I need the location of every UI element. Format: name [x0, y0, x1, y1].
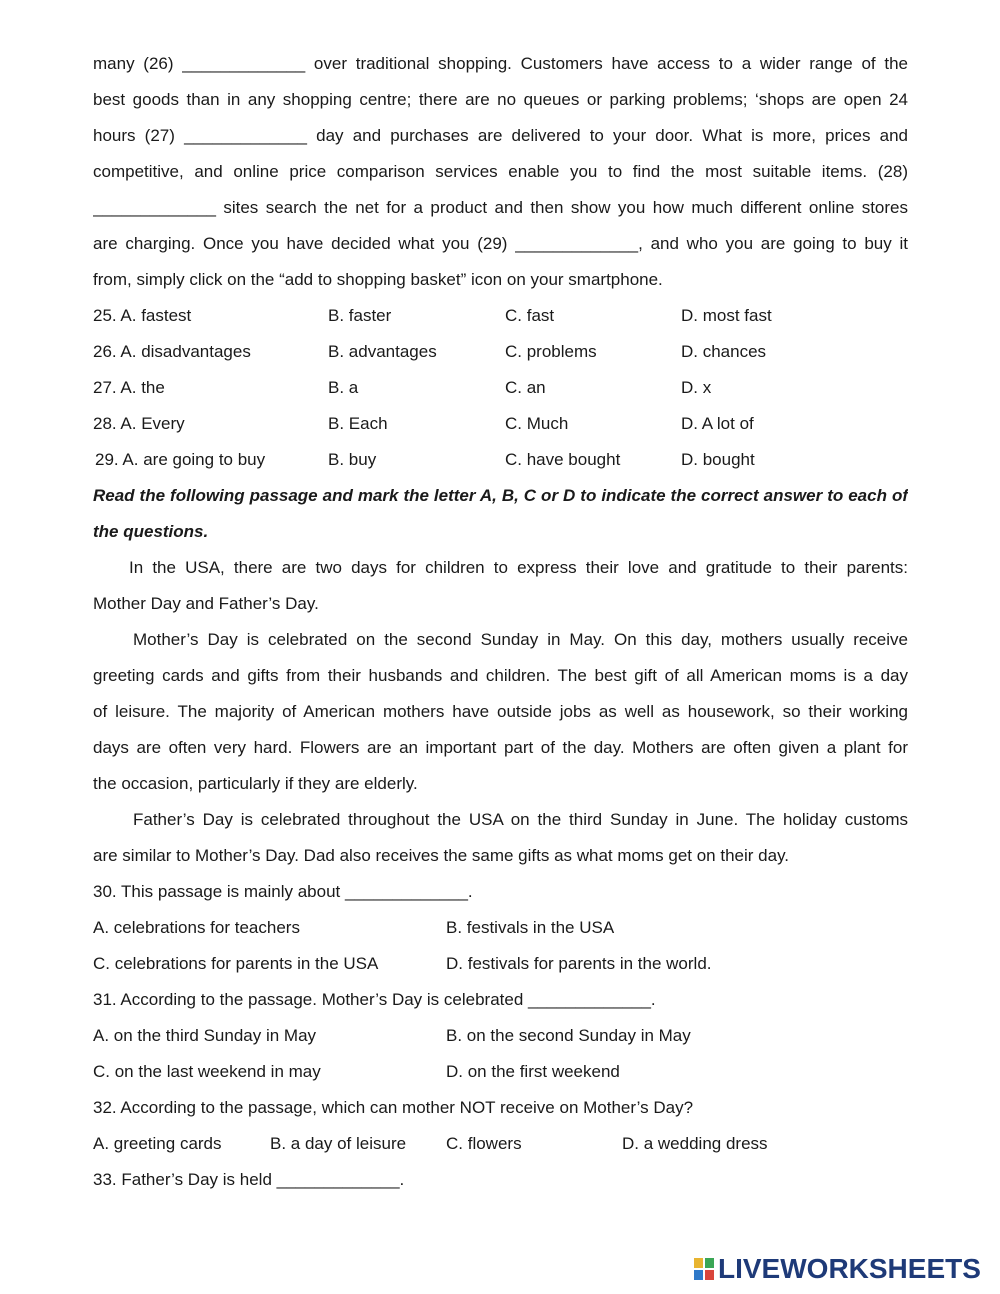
- option-d[interactable]: D. bought: [681, 450, 755, 469]
- option-c[interactable]: C. have bought: [505, 450, 621, 469]
- passage-line: days are often very hard. Flowers are an important part of the day. Mothers are often given a plant for: [93, 738, 908, 757]
- option-d[interactable]: D. festivals for parents in the world.: [446, 954, 712, 973]
- passage-line: competitive, and online price comparison services enable you to find the most suitable items. (28): [93, 162, 908, 181]
- passage-line: Father’s Day is celebrated throughout the USA on the third Sunday in June. The holiday customs: [133, 810, 908, 829]
- instruction-line: Read the following passage and mark the letter A, B, C or D to indicate the correct answer to each of: [93, 486, 908, 505]
- passage-line: of leisure. The majority of American mothers have outside jobs as well as housework, so their working: [93, 702, 908, 721]
- option-row: [93, 946, 908, 982]
- option-d[interactable]: D. a wedding dress: [622, 1134, 768, 1153]
- logo-square: [705, 1270, 714, 1280]
- option-b[interactable]: B. on the second Sunday in May: [446, 1026, 691, 1045]
- option-a[interactable]: A. on the third Sunday in May: [93, 1026, 317, 1045]
- option-b[interactable]: B. festivals in the USA: [446, 918, 615, 937]
- question-33: [93, 1162, 908, 1198]
- option-row: [93, 1018, 908, 1054]
- option-c[interactable]: C. on the last weekend in may: [93, 1062, 321, 1081]
- option-a[interactable]: 27. A. the: [93, 378, 165, 397]
- reading-passage: [93, 550, 908, 874]
- question-stem: 30. This passage is mainly about _____________.: [93, 882, 473, 901]
- option-row: [93, 1054, 908, 1090]
- option-row: [93, 910, 908, 946]
- logo-square: [694, 1270, 703, 1280]
- passage-line: from, simply click on the “add to shopping basket” icon on your smartphone.: [93, 270, 663, 289]
- option-a[interactable]: A. celebrations for teachers: [93, 918, 300, 937]
- question-27: [93, 370, 908, 406]
- question-32: [93, 1090, 908, 1162]
- option-b[interactable]: B. Each: [328, 414, 388, 433]
- option-c[interactable]: C. flowers: [446, 1134, 522, 1153]
- passage-line: Mother’s Day is celebrated on the second Sunday in May. On this day, mothers usually receive: [133, 630, 908, 649]
- option-c[interactable]: C. problems: [505, 342, 597, 361]
- passage-line: are similar to Mother’s Day. Dad also receives the same gifts as what moms get on their day.: [93, 846, 790, 865]
- passage-line: greeting cards and gifts from their husbands and children. The best gift of all American moms is a day: [93, 666, 908, 685]
- option-d[interactable]: D. A lot of: [681, 414, 754, 433]
- option-a[interactable]: 26. A. disadvantages: [93, 342, 251, 361]
- question-28: [93, 406, 908, 442]
- logo-text: LIVEWORKSHEETS: [718, 1253, 981, 1284]
- option-row: [93, 1126, 908, 1162]
- option-b[interactable]: B. a day of leisure: [270, 1134, 407, 1153]
- option-c[interactable]: C. an: [505, 378, 546, 397]
- passage-line: Mother Day and Father’s Day.: [93, 594, 319, 613]
- question-30: [93, 874, 908, 982]
- liveworksheets-logo: [694, 1254, 981, 1284]
- logo-square: [694, 1258, 703, 1268]
- option-c[interactable]: C. celebrations for parents in the USA: [93, 954, 379, 973]
- passage-line: _____________ sites search the net for a product and then show you how much different online stores: [93, 198, 908, 217]
- passage-line: many (26) _____________ over traditional shopping. Customers have access to a wider range of the: [93, 54, 908, 73]
- questions-25-29: [93, 298, 908, 478]
- passage-top: [93, 46, 908, 298]
- option-a[interactable]: 29. A. are going to buy: [95, 450, 266, 469]
- passage-line: hours (27) _____________ day and purchases are delivered to your door. What is more, prices and: [93, 126, 908, 145]
- question-31: [93, 982, 908, 1090]
- option-d[interactable]: D. x: [681, 378, 712, 397]
- question-29: [93, 442, 908, 478]
- question-26: [93, 334, 908, 370]
- question-25: [93, 298, 908, 334]
- option-a[interactable]: A. greeting cards: [93, 1134, 222, 1153]
- passage-line: are charging. Once you have decided what you (29) _____________, and who you are going to buy it: [93, 234, 908, 253]
- question-stem: 33. Father’s Day is held _____________.: [93, 1170, 405, 1189]
- option-a[interactable]: 25. A. fastest: [93, 306, 192, 325]
- passage-line: the occasion, particularly if they are elderly.: [93, 774, 418, 793]
- option-d[interactable]: D. most fast: [681, 306, 772, 325]
- logo-square: [705, 1258, 714, 1268]
- option-c[interactable]: C. Much: [505, 414, 569, 433]
- option-b[interactable]: B. faster: [328, 306, 392, 325]
- option-b[interactable]: B. advantages: [328, 342, 437, 361]
- passage-line: In the USA, there are two days for children to express their love and gratitude to their parents:: [129, 558, 908, 577]
- instruction-line: the questions.: [93, 522, 209, 541]
- logo-mark-icon: [694, 1258, 714, 1280]
- question-stem: 31. According to the passage. Mother’s Day is celebrated _____________.: [93, 990, 656, 1009]
- option-d[interactable]: D. on the first weekend: [446, 1062, 620, 1081]
- passage-line: best goods than in any shopping centre; there are no queues or parking problems; ‘shops are open 24: [93, 90, 908, 109]
- option-b[interactable]: B. buy: [328, 450, 377, 469]
- instruction: [93, 478, 908, 550]
- option-b[interactable]: B. a: [328, 378, 359, 397]
- worksheet-page: [93, 46, 908, 1198]
- option-c[interactable]: C. fast: [505, 306, 555, 325]
- question-stem: 32. According to the passage, which can mother NOT receive on Mother’s Day?: [93, 1098, 694, 1117]
- option-a[interactable]: 28. A. Every: [93, 414, 185, 433]
- option-d[interactable]: D. chances: [681, 342, 767, 361]
